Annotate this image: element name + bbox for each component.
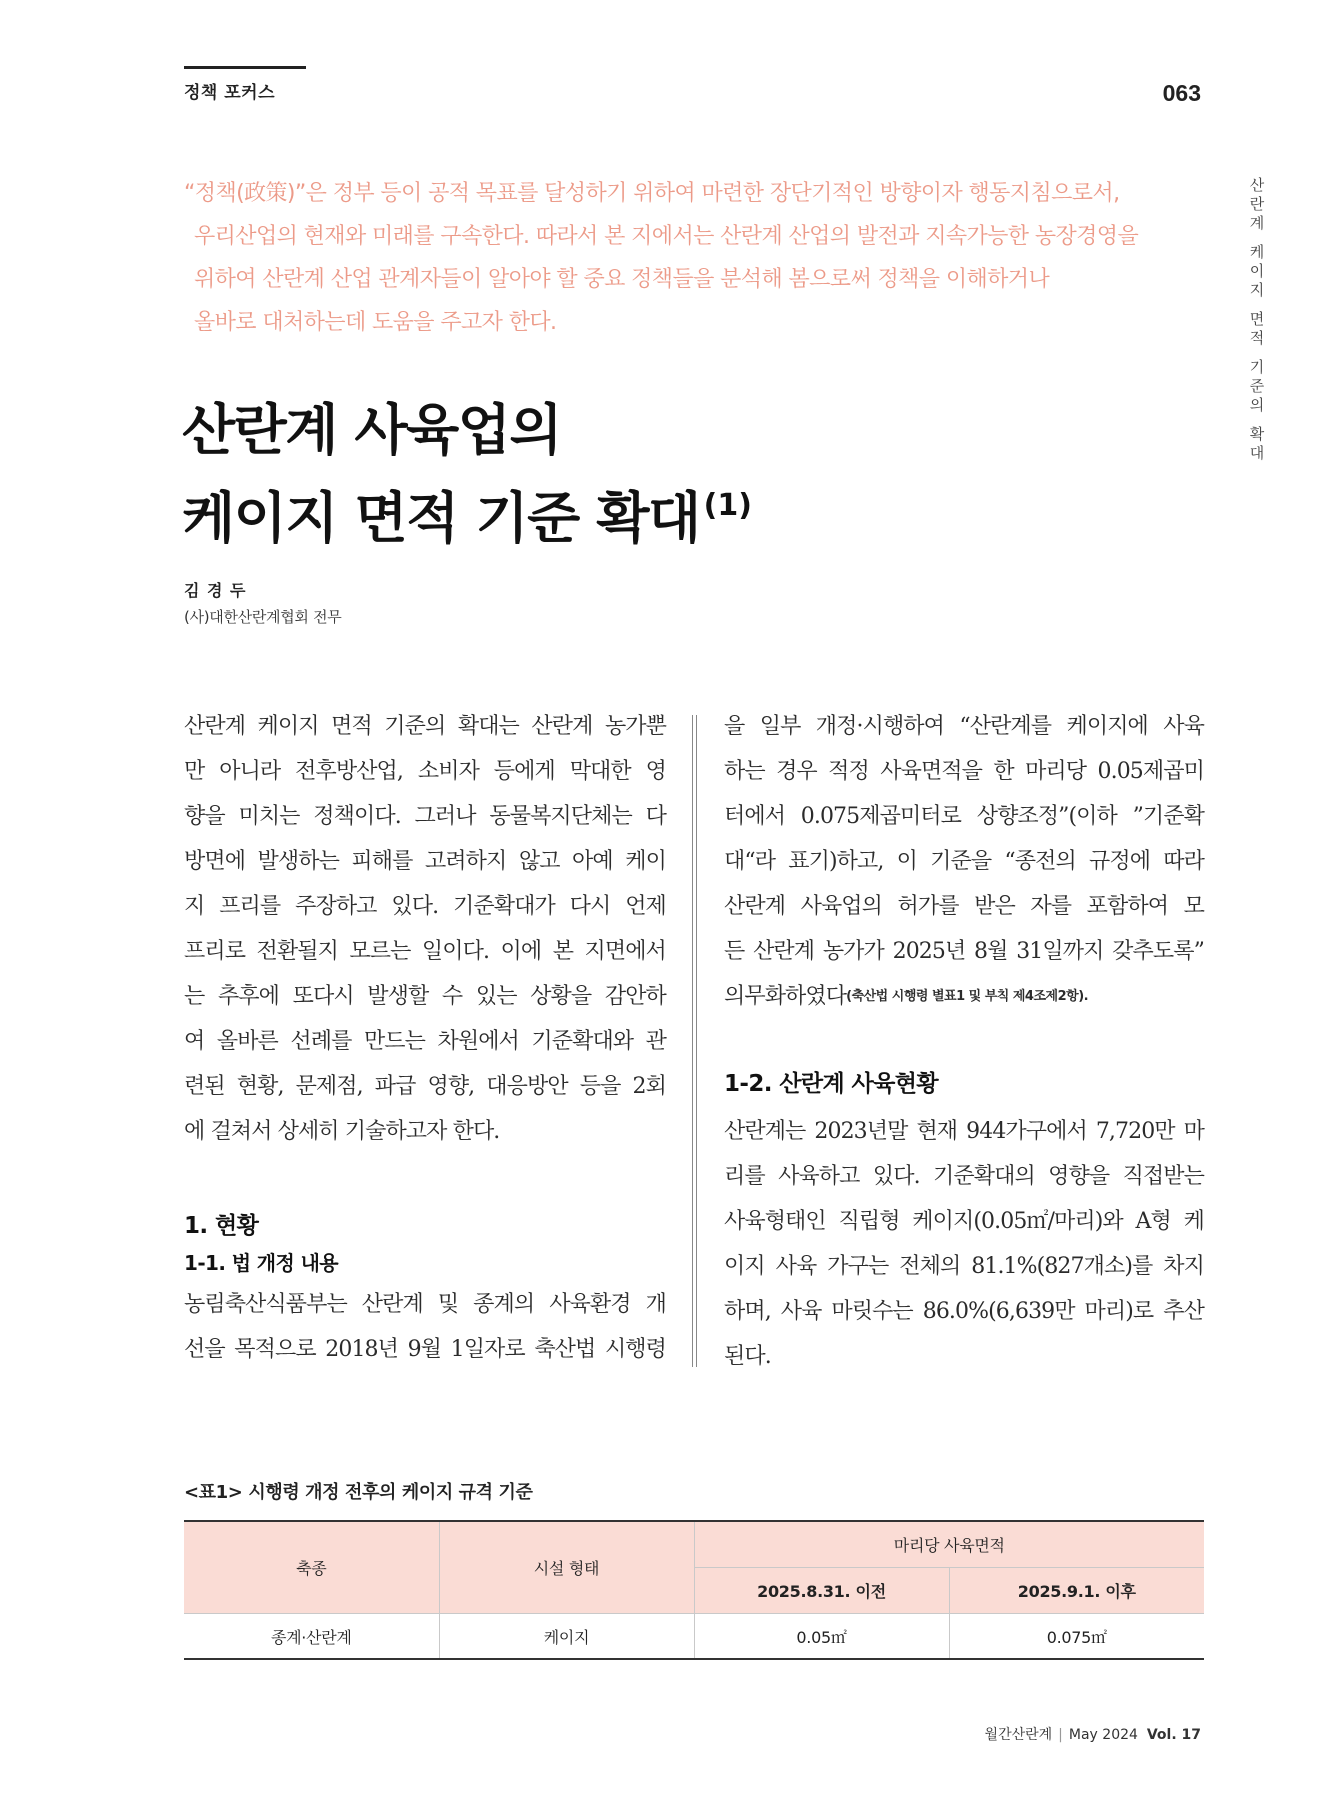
cell-after: 0.075㎡: [949, 1614, 1204, 1660]
text-line: [184, 974, 666, 1019]
text-word: 아니라: [219, 759, 281, 784]
col-facility: 시설 형태: [439, 1521, 694, 1614]
col-before: 2025.8.31. 이전: [694, 1568, 949, 1614]
text-word: 프리로: [184, 939, 246, 964]
text-word: 목적으로: [234, 1337, 316, 1362]
text-line: [724, 1199, 1204, 1244]
footer-separator: |: [1058, 1727, 1063, 1743]
law-reference-note: (축산법 시행령 별표1 및 부칙 제4조제2항).: [846, 989, 1089, 1004]
text-word: 농가뿐: [604, 714, 666, 739]
text-word: 등을: [579, 1074, 621, 1099]
text-word: 가구는: [827, 1254, 889, 1279]
text-word: 7,720만: [1095, 1119, 1175, 1144]
page-number: 063: [1162, 80, 1201, 106]
text-word: 하며,: [724, 1299, 771, 1324]
text-word: 영향을: [1048, 1164, 1110, 1189]
text-line: [184, 1019, 666, 1064]
text-line: [724, 1334, 1204, 1379]
vertical-title-char: 란: [1249, 195, 1265, 213]
text-word: 마: [1183, 1119, 1204, 1144]
text-line-content: 의무화하였다: [724, 984, 847, 1009]
text-word: 파급: [374, 1074, 416, 1099]
text-word: 언제: [625, 894, 666, 919]
text-word: 기준확대가: [453, 894, 555, 919]
text-word: 케이지(0.05㎡/마리)와: [912, 1209, 1123, 1234]
magazine-name: 월간산란계: [984, 1727, 1053, 1743]
text-line: [724, 704, 1204, 749]
text-word: 또다시: [292, 984, 354, 1009]
text-word: 받은: [974, 894, 1015, 919]
right-column: [724, 704, 1204, 1379]
text-word: 표기)하고,: [788, 849, 884, 874]
intro-text: [184, 172, 1174, 344]
text-word: ”기준확: [1132, 804, 1204, 829]
vertical-title-char: 케: [1249, 243, 1265, 261]
text-word: 발생할: [367, 984, 429, 1009]
text-word: 본: [552, 939, 574, 964]
col-species: 축종: [184, 1521, 439, 1614]
intro-line: 올바로 대처하는데 도움을 주고자 한다.: [194, 310, 557, 335]
heading-status: 1. 현황: [184, 1213, 259, 1239]
vertical-title-char: 지: [1249, 281, 1265, 299]
text-word: 있다.: [872, 1164, 920, 1189]
text-word: 마릿수는: [831, 1299, 913, 1324]
text-word: 이에: [500, 939, 542, 964]
text-line-content: 에 걸쳐서 상세히 기술하고자 한다.: [184, 1119, 500, 1144]
text-word: 미치는: [238, 804, 300, 829]
text-word: 영향,: [427, 1074, 475, 1099]
text-word: 자를: [1030, 894, 1072, 919]
text-word: 9월: [407, 1337, 442, 1362]
vertical-title-char: 계: [1249, 214, 1265, 232]
text-word: 관: [645, 1029, 666, 1054]
intro-line: 우리산업의 현재와 미래를 구속한다. 따라서 본 지에서는 산란계 산업의 발전과 지속가능한 농장경영을: [194, 224, 1139, 249]
vertical-running-title: [1246, 176, 1268, 463]
text-word: 상향조정”(이하: [976, 804, 1117, 829]
text-word: 8월: [974, 939, 1008, 964]
text-word: 만드는: [363, 1029, 425, 1054]
text-word: 프리를: [219, 894, 281, 919]
text-word: 발생하는: [257, 849, 339, 874]
text-word: 케이: [625, 849, 666, 874]
text-word: 등에게: [493, 759, 555, 784]
text-word: 사육: [1163, 714, 1204, 739]
text-word: 개정·시행하여: [815, 714, 945, 739]
text-word: 944가구에서: [966, 1119, 1087, 1144]
text-word: 86.0%(6,639만: [922, 1299, 1075, 1324]
text-word: 지면에서: [584, 939, 666, 964]
text-word: 규정에: [1089, 849, 1151, 874]
text-line: [724, 884, 1204, 929]
cage-standard-table: [184, 1520, 1204, 1660]
text-line: [184, 1327, 666, 1372]
title-line-1: 산란계 사육업의: [182, 398, 562, 462]
text-word: 기준의: [384, 714, 446, 739]
text-word: 련된: [184, 1074, 225, 1099]
col-after: 2025.9.1. 이후: [949, 1568, 1204, 1614]
vertical-title-char: 산: [1249, 176, 1265, 194]
text-word: 고려하지: [424, 849, 507, 874]
text-word: 전환될지: [256, 939, 338, 964]
text-word: 2018년: [325, 1337, 399, 1362]
text-word: “산란계를: [959, 714, 1052, 739]
text-word: 산란계: [531, 714, 593, 739]
text-word: 2025년: [892, 939, 966, 964]
text-word: 마리당: [1025, 759, 1087, 784]
vertical-title-char: 확: [1249, 425, 1265, 443]
section-label: 정책 포커스: [184, 83, 276, 103]
text-word: 시행령: [604, 1337, 666, 1362]
text-word: 31일까지: [1016, 939, 1104, 964]
text-word: 그러나: [414, 804, 476, 829]
text-word: 적정: [828, 759, 869, 784]
text-line: [184, 1282, 666, 1327]
text-word: 농가가: [822, 939, 884, 964]
text-word: 방면에: [184, 849, 246, 874]
text-word: 경우: [776, 759, 817, 784]
vertical-title-char: 준: [1249, 377, 1265, 395]
text-line: [184, 794, 666, 839]
left-paragraph-1: [184, 704, 666, 1109]
text-word: 면적: [331, 714, 372, 739]
text-word: 영: [645, 759, 666, 784]
table-header-row: [184, 1521, 1204, 1568]
text-word: 갖추도록”: [1112, 939, 1204, 964]
author-name: 김 경 두: [184, 581, 247, 600]
text-word: 정책이다.: [313, 804, 401, 829]
text-word: 현재: [916, 1119, 958, 1144]
text-word: 직립형: [838, 1209, 900, 1234]
left-column: [184, 704, 666, 1372]
text-line: [724, 749, 1204, 794]
text-word: 아예: [572, 849, 613, 874]
text-word: 사육업의: [800, 894, 883, 919]
right-paragraph-2: [724, 1109, 1204, 1334]
text-word: 사육환경: [549, 1292, 631, 1317]
text-word: 소비자: [417, 759, 479, 784]
title-line-2: [182, 468, 752, 556]
text-word: 사육: [780, 1299, 822, 1324]
text-word: 확대는: [457, 714, 519, 739]
text-word: 사육형태인: [724, 1209, 826, 1234]
vertical-title-gap: [1246, 348, 1268, 358]
text-word: 직접받는: [1122, 1164, 1204, 1189]
text-word: 전후방산업,: [295, 759, 403, 784]
text-word: 사육하고: [778, 1164, 860, 1189]
text-word: 사육: [775, 1254, 817, 1279]
title-superscript: (1): [703, 488, 752, 523]
title-line-2-text: 케이지 면적 기준 확대: [182, 486, 700, 550]
text-line: [724, 1154, 1204, 1199]
text-word: 대응방안: [486, 1074, 568, 1099]
intro-line: 위하여 산란계 산업 관계자들이 알아야 할 중요 정책들을 분석해 봄으로써 정책을 이해하거나: [194, 267, 1050, 292]
text-word: “종전의: [1004, 849, 1076, 874]
text-word: 차지: [1163, 1254, 1204, 1279]
text-word: 산란계: [724, 894, 786, 919]
text-word: 추후에: [217, 984, 280, 1009]
intro-line: “정책(政策)”은 정부 등이 공적 목표를 달성하기 위하여 마련한 장단기적인 방향이자 행동지침으로서,: [184, 181, 1120, 206]
text-word: 81.1%(827개소)를: [971, 1254, 1153, 1279]
text-word: 터에서: [724, 804, 786, 829]
text-word: 케이지에: [1066, 714, 1148, 739]
text-word: 및: [437, 1292, 459, 1317]
text-word: 문제점,: [295, 1074, 363, 1099]
text-line: [184, 929, 666, 974]
vertical-title-gap: [1246, 300, 1268, 310]
text-word: 만: [184, 759, 205, 784]
text-line: [724, 794, 1204, 839]
right-paragraph-1: [724, 704, 1204, 974]
text-word: 올바른: [216, 1029, 278, 1054]
text-word: 산란계: [361, 1292, 423, 1317]
text-word: 종계의: [473, 1292, 535, 1317]
text-word: 일이다.: [421, 939, 490, 964]
text-word: 전체의: [899, 1254, 961, 1279]
vertical-title-char: 기: [1249, 358, 1265, 376]
table-row: [184, 1614, 1204, 1660]
text-word: 산란계: [753, 939, 815, 964]
text-word: 포함하여: [1086, 894, 1169, 919]
vertical-title-char: 적: [1249, 329, 1265, 347]
article-title: [182, 392, 752, 556]
volume-number: Vol. 17: [1146, 1727, 1201, 1743]
text-word: 하는: [724, 759, 765, 784]
text-line: [724, 1244, 1204, 1289]
vertical-title-gap: [1246, 233, 1268, 243]
text-word: 여: [184, 1029, 205, 1054]
text-line: [184, 884, 666, 929]
text-word: 는: [184, 984, 205, 1009]
text-word: 있는: [475, 984, 517, 1009]
text-word: 대“라: [724, 849, 776, 874]
text-word: 현황,: [236, 1074, 284, 1099]
text-line: [724, 974, 1204, 1019]
text-word: 0.05제곱미: [1097, 759, 1204, 784]
text-word: 0.075제곱미터로: [800, 804, 962, 829]
text-word: 동물복지단체는: [489, 804, 632, 829]
text-word: 일부: [759, 714, 801, 739]
text-word: 피해를: [351, 849, 413, 874]
text-word: 기준을: [930, 849, 992, 874]
text-word: 선례를: [290, 1029, 352, 1054]
text-word: 리를: [724, 1164, 765, 1189]
text-word: 선을: [184, 1337, 225, 1362]
text-word: 든: [724, 939, 745, 964]
text-word: 산란계는: [724, 1119, 806, 1144]
text-line: [184, 749, 666, 794]
text-word: 않고: [518, 849, 560, 874]
text-word: 2회: [632, 1074, 666, 1099]
text-word: 향을: [184, 804, 225, 829]
author-affiliation: (사)대한산란계협회 전무: [184, 608, 342, 626]
text-word: 차원에서: [437, 1029, 519, 1054]
page-footer: [985, 1724, 1201, 1744]
text-word: 농림축산식품부는: [184, 1292, 347, 1317]
text-word: 기준확대의: [933, 1164, 1035, 1189]
text-word: 허가를: [897, 894, 959, 919]
vertical-title-gap: [1246, 415, 1268, 425]
text-line: [184, 704, 666, 749]
text-word: 다: [645, 804, 666, 829]
text-word: 이지: [724, 1254, 765, 1279]
text-line: [184, 1109, 666, 1154]
issue-date: May 2024: [1068, 1727, 1138, 1743]
cell-before: 0.05㎡: [694, 1614, 949, 1660]
text-word: 모르는: [349, 939, 411, 964]
text-word: A형: [1135, 1209, 1171, 1234]
text-word: 케이지: [257, 714, 319, 739]
text-line: [724, 1289, 1204, 1334]
heading-farm-status: 1-2. 산란계 사육현황: [724, 1071, 939, 1097]
vertical-title-char: 면: [1249, 310, 1265, 328]
text-word: 을: [724, 714, 745, 739]
text-word: 상황을: [530, 984, 592, 1009]
text-word: 지: [184, 894, 205, 919]
text-line: [724, 929, 1204, 974]
left-paragraph-2: [184, 1282, 666, 1372]
col-area: 마리당 사육면적: [694, 1521, 1204, 1568]
text-word: 축산법: [534, 1337, 596, 1362]
vertical-title-char: 의: [1249, 396, 1265, 414]
text-word: 따라: [1163, 849, 1204, 874]
text-word: 산란계: [184, 714, 246, 739]
text-word: 기준확대와: [531, 1029, 634, 1054]
text-word: 사육면적을: [880, 759, 982, 784]
text-word: 2023년말: [814, 1119, 908, 1144]
header-rule: [184, 66, 306, 69]
column-divider: [692, 715, 697, 1367]
text-line: [184, 839, 666, 884]
text-word: 막대한: [569, 759, 631, 784]
vertical-title-char: 대: [1249, 444, 1265, 462]
text-line: [724, 1109, 1204, 1154]
text-word: 케: [1183, 1209, 1204, 1234]
text-word: 한: [993, 759, 1014, 784]
text-word: 있다.: [391, 894, 439, 919]
text-word: 수: [441, 984, 463, 1009]
text-word: 다시: [569, 894, 611, 919]
table-caption: <표1> 시행령 개정 전후의 케이지 규격 기준: [184, 1482, 533, 1503]
heading-law-revision: 1-1. 법 개정 내용: [184, 1251, 339, 1275]
vertical-title-char: 이: [1249, 262, 1265, 280]
text-word: 주장하고: [295, 894, 377, 919]
text-word: 개: [645, 1292, 666, 1317]
cell-facility: 케이지: [439, 1614, 694, 1660]
text-word: 모: [1183, 894, 1204, 919]
text-word: 1일자로: [450, 1337, 525, 1362]
text-line: [184, 1064, 666, 1109]
text-line-content: 된다.: [724, 1344, 771, 1369]
text-word: 추산: [1163, 1299, 1204, 1324]
text-line: [724, 839, 1204, 884]
text-word: 마리)로: [1084, 1299, 1154, 1324]
text-word: 이: [896, 849, 917, 874]
cell-species: 종계·산란계: [184, 1614, 439, 1660]
text-word: 감안하: [604, 984, 666, 1009]
